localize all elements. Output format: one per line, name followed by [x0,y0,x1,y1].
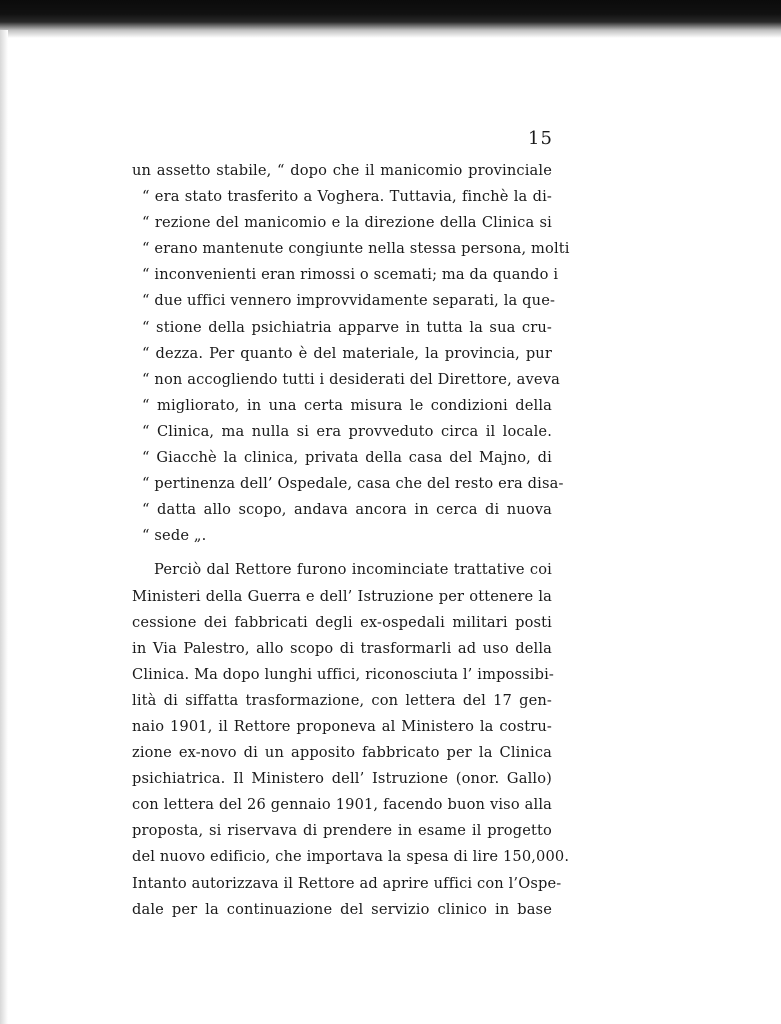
quote-line: “ dezza. Per quanto è del materiale, la provincia, pur [142,344,552,362]
paragraph-line: Ministeri della Guerra e dell’ Istruzione per ottenere la [132,587,552,605]
quote-line: “ era stato trasferito a Voghera. Tuttavia, finchè la di- [142,188,552,206]
quote-line: un assetto stabile, “ dopo che il manicomio provinciale [132,162,552,179]
quote-line: “ erano mantenute congiunte nella stessa persona, molti [142,240,570,258]
paragraph-line: Perciò dal Rettore furono incominciate trattative coi [154,561,552,579]
scan-top-edge [0,0,781,38]
quote-line: “ due uffici vennero improvvidamente separati, la que- [142,292,556,310]
scan-left-edge [0,30,8,1024]
paragraph-gap [132,549,552,557]
quote-line: “ inconvenienti eran rimossi o scemati; ma da quando i [142,266,559,284]
quote-line: “ pertinenza dell’ Ospedale, casa che del resto era disa- [142,475,564,493]
quote-line: “ Giacchè la clinica, privata della casa del Majno, di [142,449,552,467]
quote-line: “ rezione del manicomio e la direzione della Clinica si [142,214,552,232]
quote-line: “ datta allo scopo, andava ancora in cerca di nuova [142,501,552,519]
paragraph-line: lità di siffatta trasformazione, con lettera del 17 gen- [132,691,552,709]
paragraph-line: Clinica. Ma dopo lunghi uffici, riconosciuta l’ impossibi- [132,665,554,683]
paragraph-line: dale per la continuazione del servizio clinico in base [132,900,552,918]
paragraph-line: naio 1901, il Rettore proponeva al Ministero la costru- [132,717,552,735]
paragraph-line: Intanto autorizzava il Rettore ad aprire uffici con l’Ospe- [132,874,562,892]
quote-line: “ stione della psichiatria apparve in tutta la sua cru- [142,318,552,336]
page-body-text [132,158,570,923]
paragraph-line: proposta, si riservava di prendere in esame il progetto [132,822,552,840]
paragraph-line: psichiatrica. Il Ministero dell’ Istruzione (onor. Gallo) [132,770,552,788]
quote-line: “ non accogliendo tutti i desiderati del Direttore, aveva [142,370,560,388]
paragraph-line: zione ex-novo di un apposito fabbricato per la Clinica [132,744,552,762]
paragraph-line: con lettera del 26 gennaio 1901, facendo buon viso alla [132,796,552,814]
paragraph-line: in Via Palestro, allo scopo di trasformarli ad uso della [132,639,552,657]
paragraph-line: cessione dei fabbricati degli ex-ospedali militari posti [132,613,552,631]
quote-line: “ sede „. [142,527,207,545]
page-number: 15 [528,128,553,149]
quote-line: “ migliorato, in una certa misura le condizioni della [142,396,552,414]
quote-line: “ Clinica, ma nulla si era provveduto circa il locale. [142,422,552,440]
paragraph-line: del nuovo edificio, che importava la spesa di lire 150,000. [132,848,570,866]
